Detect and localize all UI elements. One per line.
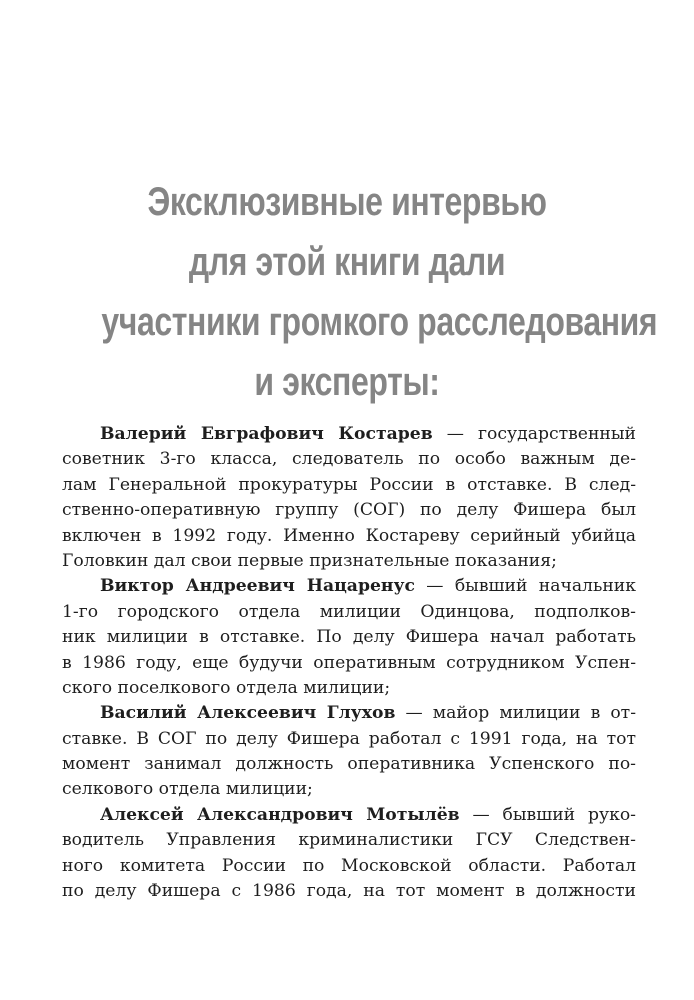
text-line: лам Генеральной прокуратуры России в отставке. В след- bbox=[62, 474, 636, 495]
person-name: Василий Алексеевич Глухов bbox=[100, 703, 396, 724]
text-line: Головкин дал свои первые признательные показания; bbox=[62, 550, 557, 571]
text-fragment: — бывший начальник bbox=[414, 576, 636, 597]
body-text bbox=[62, 422, 636, 904]
text-line: 1-го городского отдела милиции Одинцова, подполков- bbox=[62, 601, 636, 622]
text-fragment: — майор милиции в от- bbox=[395, 703, 637, 724]
text-line: включен в 1992 году. Именно Костареву серийный убийца bbox=[62, 525, 636, 546]
heading-line: Эксклюзивные интервью bbox=[147, 180, 547, 224]
person-name: Виктор Андреевич Нацаренус bbox=[100, 576, 415, 597]
text-line: ного комитета России по Московской области. Работал bbox=[62, 855, 636, 876]
text-line: в 1986 году, еще будучи оперативным сотрудником Успен- bbox=[62, 652, 636, 673]
paragraph-first-line bbox=[62, 701, 636, 726]
chapter-heading bbox=[101, 172, 658, 412]
text-line: водитель Управления криминалистики ГСУ Следствен- bbox=[62, 830, 636, 851]
text-line: ставке. В СОГ по делу Фишера работал с 1991 года, на тот bbox=[62, 728, 636, 749]
person-name: Алексей Александрович Мотылёв bbox=[100, 804, 460, 825]
paragraph-first-line bbox=[62, 422, 636, 447]
text-fragment: — бывший руко- bbox=[459, 804, 636, 825]
person-name: Валерий Евграфович Костарев bbox=[100, 424, 433, 444]
text-line: ского поселкового отдела милиции; bbox=[62, 677, 391, 698]
text-line: по делу Фишера с 1986 года, на тот момент в должности bbox=[62, 881, 636, 902]
text-line: момент занимал должность оперативника Успенского по- bbox=[62, 754, 636, 775]
paragraph-first-line bbox=[62, 803, 636, 828]
heading-line: и эксперты: bbox=[254, 360, 440, 404]
text-fragment: — государственный bbox=[432, 424, 636, 444]
heading-line: для этой книги дали bbox=[188, 240, 506, 284]
heading-line: участники громкого расследования bbox=[101, 300, 658, 344]
paragraph-first-line bbox=[62, 574, 636, 599]
text-line: ник милиции в отставке. По делу Фишера начал работать bbox=[62, 627, 636, 648]
text-line: ственно-оперативную группу (СОГ) по делу Фишера был bbox=[62, 500, 636, 521]
text-line: советник 3-го класса, следователь по особо важным де- bbox=[62, 449, 636, 470]
text-line: селкового отдела милиции; bbox=[62, 779, 313, 800]
